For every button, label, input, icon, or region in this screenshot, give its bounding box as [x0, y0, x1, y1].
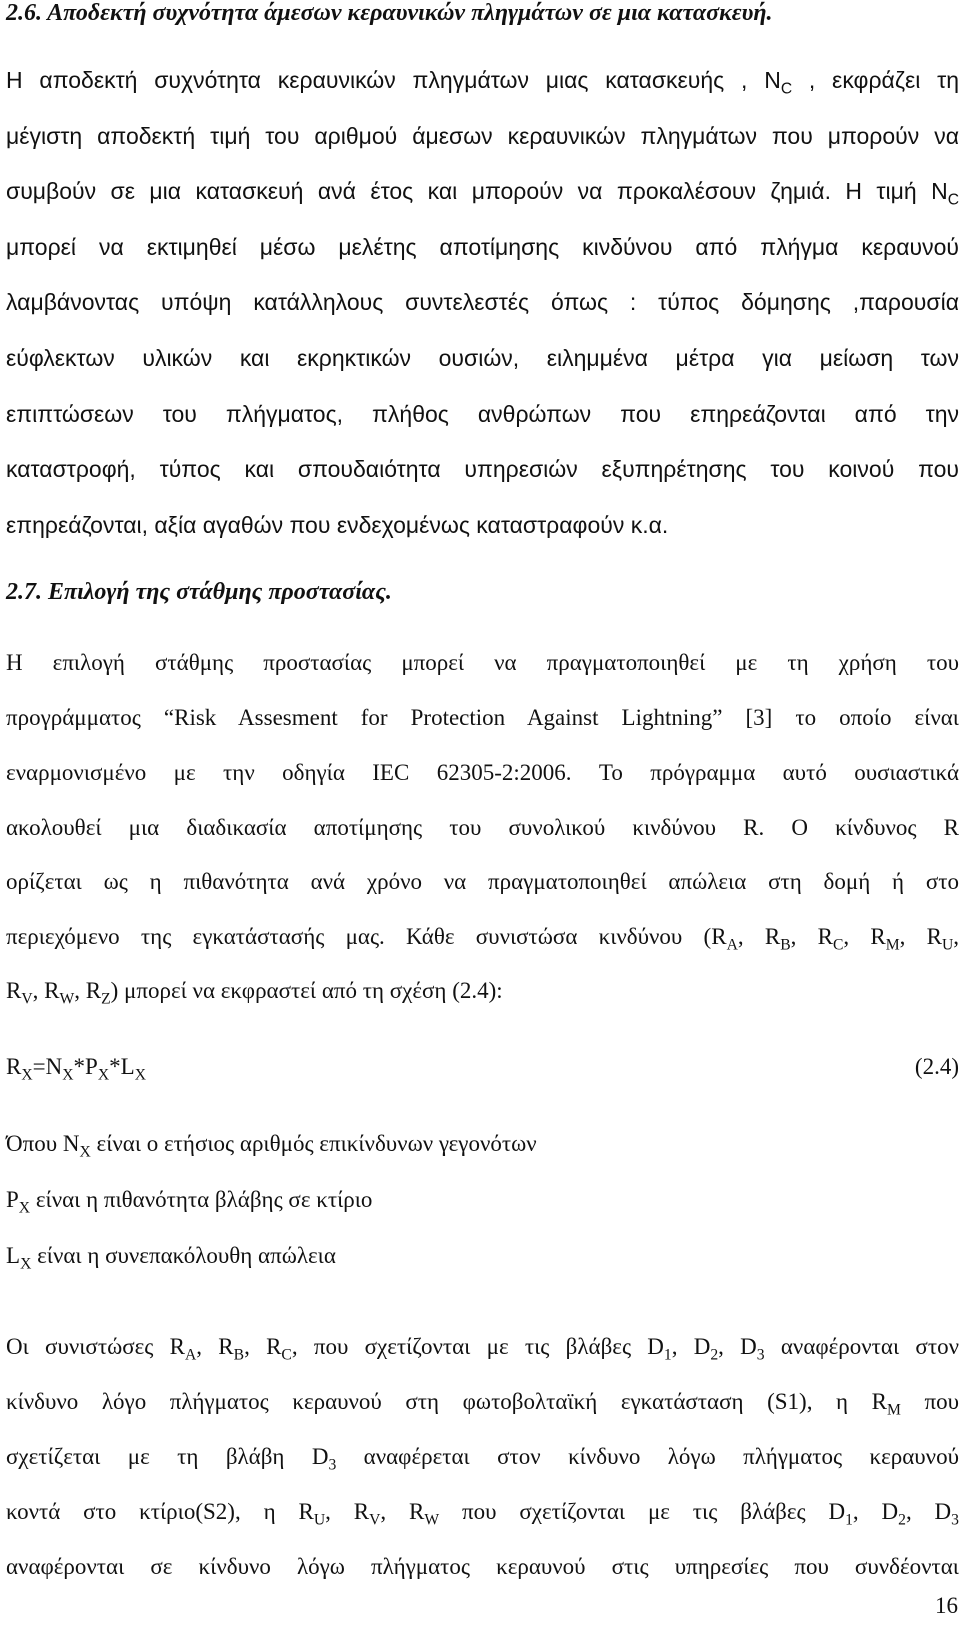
definition-item: $L_X$ είναι η συνεπακόλουθη απώλεια — [6, 1243, 336, 1273]
paragraph-line: επηρεάζονται, αξία αγαθών που ενδεχομένως καταστραφούν κ.α. — [6, 512, 669, 538]
paragraph-line: επιπτώσεων του πλήγματος, πλήθος ανθρώπων που επηρεάζονται από την — [6, 401, 959, 427]
paragraph-line: συμβούν σε μια κατασκευή ανά έτος και μπορούν να προκαλέσουν ζημιά. Η τιμή $N_C$ — [6, 178, 959, 209]
section-2-6-heading: 2.6. Αποδεκτή συχνότητα άμεσων κεραυνικών πληγμάτων σε μια κατασκευή. — [6, 0, 773, 26]
definition-item: $P_X$ είναι η πιθανότητα βλάβης σε κτίριο — [6, 1187, 373, 1217]
paragraph-line: ορίζεται ως η πιθανότητα ανά χρόνο να πραγματοποιηθεί απώλεια στη δομή ή στο — [6, 869, 959, 894]
definition-item: Όπου $N_X$ είναι ο ετήσιος αριθμός επικίνδυνων γεγονότων — [6, 1131, 537, 1161]
equation-formula: $R_X=N_X*P_X*L_X$ — [6, 1054, 146, 1084]
paragraph-line: αναφέρονται σε κίνδυνο λόγω πλήγματος κεραυνού στις υπηρεσίες που συνδέονται — [6, 1554, 959, 1579]
paragraph-line: περιεχόμενο της εγκατάστασής μας. Κάθε συνιστώσα κινδύνου ($R_A$, $R_B$, $R_C$, $R_M$, $R_U$, — [6, 924, 960, 954]
paragraph-line: εναρμονισμένο με την οδηγία IEC 62305-2:2006. Το πρόγραμμα αυτό ουσιαστικά — [6, 760, 959, 785]
section-2-7-heading: 2.7. Επιλογή της στάθμης προστασίας. — [6, 579, 392, 605]
paragraph-line: ακολουθεί μια διαδικασία αποτίμησης του συνολικού κινδύνου R. Ο κίνδυνος R — [6, 815, 959, 840]
paragraph-line: λαμβάνοντας υπόψη κατάλληλους συντελεστές όπως : τύπος δόμησης ,παρουσία — [6, 289, 959, 315]
paragraph-line: μέγιστη αποδεκτή τιμή του αριθμού άμεσων κεραυνικών πληγμάτων που μπορούν να — [6, 123, 959, 149]
paragraph-line: Οι συνιστώσες $R_A$, $R_B$, $R_C$, που σχετίζονται με τις βλάβες $D_1$, $D_2$, $D_3$ αναφέρονται στον — [6, 1334, 959, 1364]
paragraph-line: μπορεί να εκτιμηθεί μέσω μελέτης αποτίμησης κινδύνου από πλήγμα κεραυνού — [6, 234, 959, 260]
paragraph-line: καταστροφή, τύπος και σπουδαιότητα υπηρεσιών εξυπηρέτησης του κοινού που — [6, 456, 959, 482]
paragraph-line: κίνδυνο λόγο πλήγματος κεραυνού στη φωτοβολταϊκή εγκατάσταση (S1), η $R_M$ που — [6, 1389, 960, 1419]
paragraph-line: σχετίζεται με τη βλάβη $D_3$ αναφέρεται στον κίνδυνο λόγω πλήγματος κεραυνού — [6, 1444, 959, 1474]
paragraph-line: Η επιλογή στάθμης προστασίας μπορεί να πραγματοποιηθεί με τη χρήση του — [6, 650, 959, 675]
paragraph-line: κοντά στο κτίριο(S2), η $R_U$, $R_V$, $R_W$ που σχετίζονται με τις βλάβες $D_1$, $D_2$, $D_3$ — [6, 1499, 959, 1529]
paragraph-line: Η αποδεκτή συχνότητα κεραυνικών πληγμάτων μιας κατασκευής , $N_C$ , εκφράζει τη — [6, 67, 959, 98]
page-number: 16 — [935, 1593, 958, 1618]
paragraph-line: $R_V$, $R_W$, $R_Z$) μπορεί να εκφραστεί από τη σχέση (2.4): — [6, 978, 503, 1008]
paragraph-line: εύφλεκτων υλικών και εκρηκτικών ουσιών, ειλημμένα μέτρα για μείωση των — [6, 345, 959, 371]
equation-number: (2.4) — [914, 1054, 959, 1079]
paragraph-line: προγράμματος “Risk Assesment for Protection Against Lightning” [3] το οποίο είναι — [6, 705, 959, 730]
